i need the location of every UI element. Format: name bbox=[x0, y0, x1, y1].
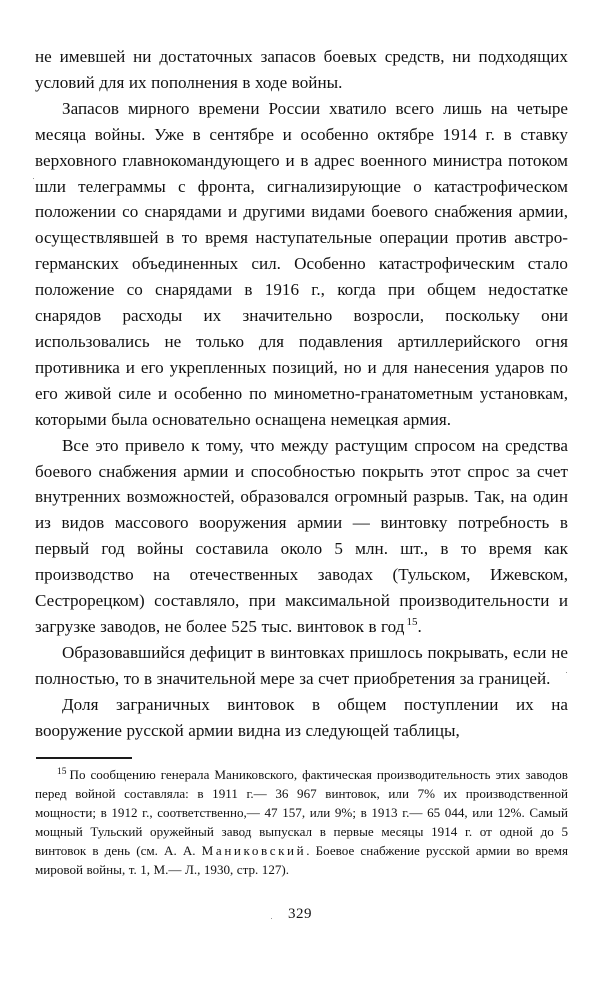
paragraph-peacetime-stocks: Запасов мирного времени России хватило всего лишь на четыре месяца войны. Уже в сентябре и особенно октябре 1914 г. в ставку верховного главнокомандующего и в адрес военного министра потоком шли телеграммы с фронта, сигнализирующие о катастрофическом положении со снарядами и другими видами боевого снабжения армии, осуществлявшей в то время наступательные операции против австро-германских объединенных сил. Особенно катастрофическим стало положение со снарядами в 1916 г., когда при общем недостатке снарядов расходы их значительно возросли, поскольку они использовались не только для подавления артиллерийского огня противника и его укрепленных позиций, но и для нанесения ударов по его живой силе и особенно по минометно-гранатометным установкам, которыми была основательно оснащена немецкая армия. bbox=[35, 98, 568, 429]
footnote-separator-rule bbox=[36, 757, 132, 759]
paragraph-demand-gap-text-after-footnote: . bbox=[417, 616, 422, 636]
footnote-cited-author-name: Маниковский bbox=[201, 842, 307, 858]
footnote-block bbox=[35, 766, 568, 879]
scan-speckle bbox=[33, 178, 34, 179]
page-number-folio: 329 bbox=[288, 906, 312, 922]
paragraph-foreign-share: Доля заграничных винтовок в общем поступлении их на вооружение русской армии видна из следующей таблицы, bbox=[35, 694, 568, 740]
scan-speckle bbox=[566, 672, 567, 673]
body-text-block bbox=[35, 44, 568, 743]
scan-speckle bbox=[271, 918, 272, 919]
paragraph-deficit: Образовавшийся дефицит в винтовках пришлось покрывать, если не полностью, то в значительной мере за счет приобретения за границей. bbox=[35, 642, 568, 688]
footnote-number: 15 bbox=[57, 766, 67, 777]
footnote-15 bbox=[35, 766, 568, 879]
footnote-reference-marker: 15 bbox=[406, 616, 418, 629]
paragraph-continuation-top: не имевшей ни достаточных запасов боевых средств, ни подходящих условий для их пополнения в ходе войны. bbox=[35, 47, 568, 92]
footnote-text-segment-2: . Боевое снабжение русской армии во время мировой войны, т. 1, М.— Л., 1930, стр. 127). bbox=[35, 842, 568, 877]
footnote-text-segment-1: По сообщению генерала Маниковского, фактическая производительность этих заводов перед войной составляла: в 1911 г.— 36 967 винтовок, или 7% их производственной мощности; в 1912 г., соответственно,— 47 157, или 9%; в 1913 г.— 65 044, или 12%. Самый мощный Тульский оружейный завод выпускал в первые месяцы 1914 г. от одной до 5 винтовок в день (см. А. А. bbox=[35, 767, 568, 858]
paragraph-demand-gap bbox=[35, 433, 568, 640]
paragraph-demand-gap-text-before-footnote: Все это привело к тому, что между растущим спросом на средства боевого снабжения армии и способностью покрыть этот спрос за счет внутренних возможностей, образовался огромный разрыв. Так, на один из видов массового вооружения армии — винтовку потребность в первый год войны составила около 5 млн. шт., в то время как производство на отечественных заводах (Тульском, Ижевском, Сестрорецком) составляло, при максимальной производительности и загрузке заводов, не более 525 тыс. винтовок в год bbox=[35, 435, 568, 636]
